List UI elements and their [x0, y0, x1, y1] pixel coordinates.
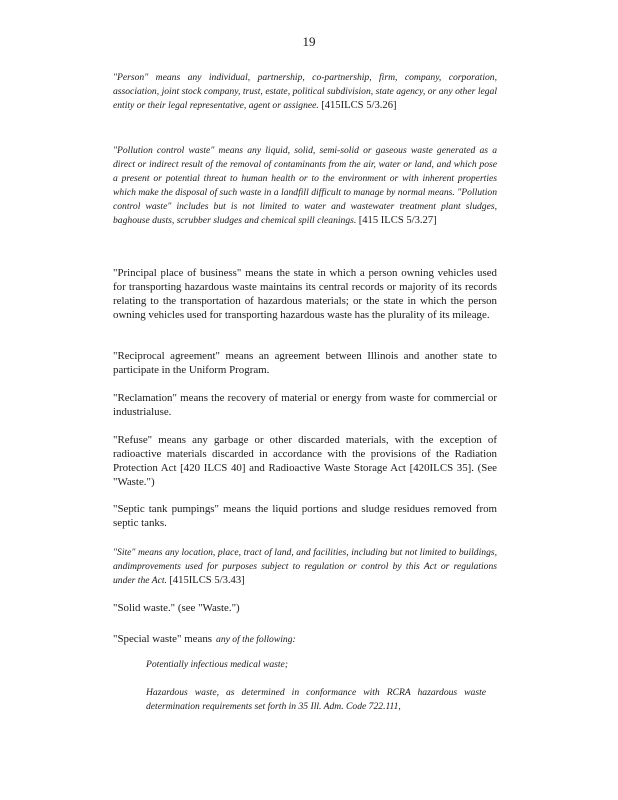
definition-septic-tank-pumpings	[113, 503, 497, 531]
definition-text: means any location, place, tract of land, and facilities, including but not limited to buildings, andimprovements used for purposes subject to regulation or control by this Act or regulations under the Act.	[113, 547, 497, 586]
special-waste-item: Potentially infectious medical waste;	[146, 659, 289, 670]
definition-reciprocal-agreement	[113, 350, 497, 378]
definition-text: means any liquid, solid, semi-solid or gaseous waste generated as a direct or indirect result of the removal of contaminants from the air, water or land, and which pose a present or potential threat to human health or to the environment or with inherent properties which make the disposal of such waste in a landfill difficult to manage by normal means. "Pollution control waste" includes but is not limited to water and wastewater treatment plant sludges, baghouse dusts, scrubber sludges and chemical spill cleanings.	[113, 145, 497, 226]
citation: [415ILCS 5/3.43]	[169, 574, 245, 586]
definition-text: any of the following:	[216, 634, 296, 645]
definition-term: "Special waste" means	[113, 633, 213, 645]
definition-special-waste	[113, 629, 497, 647]
definition-person	[113, 71, 497, 113]
definition-principal-place-of-business	[113, 267, 497, 323]
definition-solid-waste	[113, 602, 497, 616]
definition-site	[113, 546, 497, 588]
definition-text: "Refuse" means any garbage or other discarded materials, with the exception of radioactive materials discarded in accordance with the provisions of the Radiation Protection Act [420 ILCS 40] and Radioactive Waste Storage Act [420ILCS 35]. (See "Waste.")	[113, 434, 497, 488]
definition-text: "Septic tank pumpings" means the liquid portions and sludge residues removed from septic tanks.	[113, 503, 497, 529]
definition-term: "Person"	[113, 72, 149, 83]
definition-pollution-control-waste	[113, 144, 497, 227]
special-waste-item: Hazardous waste, as determined in conformance with RCRA hazardous waste determination requirements set forth in 35 Ill. Adm. Code 722.111,	[146, 687, 486, 712]
definition-term: "Pollution control waste"	[113, 145, 215, 156]
citation: [415 ILCS 5/3.27]	[358, 214, 437, 226]
definition-text: "Principal place of business" means the state in which a person owning vehicles used for transporting hazardous waste maintains its central records or majority of its records relating to the transportation of hazardous materials; or the state in which the person owning vehicles used for transporting hazardous waste has the plurality of its mileage.	[113, 267, 497, 321]
definition-text: "Reclamation" means the recovery of material or energy from waste for commercial or industrialuse.	[113, 392, 497, 418]
citation: [415ILCS 5/3.26]	[321, 99, 397, 111]
definition-reclamation	[113, 392, 497, 420]
definition-text: "Solid waste." (see "Waste.")	[113, 602, 240, 614]
page-number: 19	[302, 34, 316, 49]
definition-text: means any individual, partnership, co-partnership, firm, company, corporation, association, joint stock company, trust, estate, political subdivision, state agency, or any other legal entity or their legal representative, agent or assignee.	[113, 72, 497, 111]
definition-refuse	[113, 434, 497, 490]
definition-text: "Reciprocal agreement" means an agreement between Illinois and another state to participate in the Uniform Program.	[113, 350, 497, 376]
definition-term: "Site"	[113, 547, 136, 558]
